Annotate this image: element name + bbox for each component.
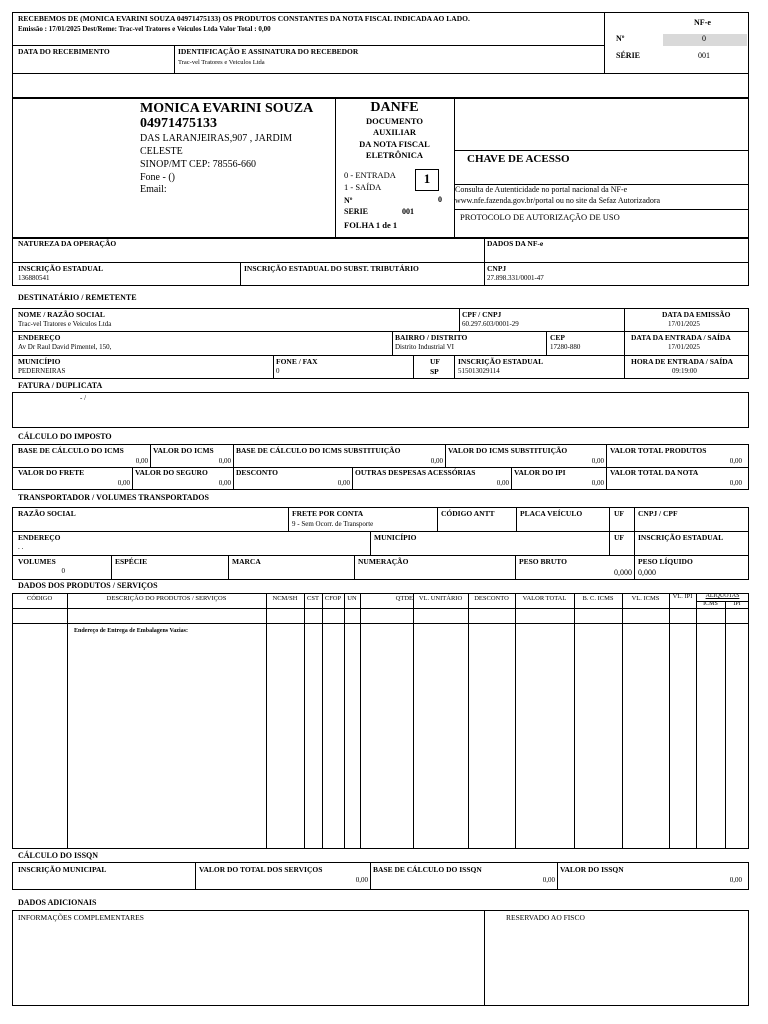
fatura-box <box>12 392 749 428</box>
dest-emissao-label: DATA DA EMISSÃO <box>662 310 731 319</box>
destinatario-box <box>12 308 749 379</box>
issqn-total-value: 0,00 <box>355 876 368 884</box>
transp-peso-bruto-label: PESO BRUTO <box>519 557 567 566</box>
dest-entrada-saida-value: 17/01/2025 <box>668 343 700 351</box>
dest-ie-label: INSCRIÇÃO ESTADUAL <box>458 357 544 366</box>
canhoto-emissao: Emissão : 17/01/2025 Dest/Reme: Trac-vel Tratores e Veiculos Ltda Valor Total : 0,00 <box>18 25 271 33</box>
transp-uf2-label: UF <box>614 533 624 542</box>
emitente-address1: DAS LARANJEIRAS,907 , JARDIM <box>140 133 292 144</box>
emitente-address2: CELESTE <box>140 146 183 157</box>
identificacao-label: IDENTIFICAÇÃO E ASSINATURA DO RECEBEDOR <box>178 47 359 56</box>
col-vl-ipi: VL. IPI <box>672 593 693 600</box>
transp-numeracao-label: NUMERAÇÃO <box>358 557 409 566</box>
dest-bairro-label: BAIRRO / DISTRITO <box>395 333 468 342</box>
dest-cep-label: CEP <box>550 333 565 342</box>
danfe-numero-label: Nº <box>344 196 353 205</box>
transp-peso-liquido-value: 0,000 <box>638 568 656 577</box>
identificacao-value: Trac-vel Tratores e Veiculos Ltda <box>178 59 265 66</box>
danfe-line3: DA NOTA FISCAL <box>359 139 430 149</box>
seguro-value: 0,00 <box>218 479 231 487</box>
issqn-bc-value: 0,00 <box>542 876 555 884</box>
danfe-line1: DOCUMENTO <box>366 116 423 126</box>
fatura-value: - / <box>80 394 87 402</box>
reservado-fisco-label: RESERVADO AO FISCO <box>506 913 585 922</box>
ie-label: INSCRIÇÃO ESTADUAL <box>18 264 104 273</box>
chave-label: CHAVE DE ACESSO <box>467 153 570 165</box>
separator-box <box>12 74 749 98</box>
col-cfop: CFOP <box>324 595 342 602</box>
dest-endereco-label: ENDEREÇO <box>18 333 61 342</box>
col-valor-total: VALOR TOTAL <box>522 595 567 602</box>
bc-icms-value: 0,00 <box>135 457 148 465</box>
produtos-section: DADOS DOS PRODUTOS / SERVIÇOS <box>18 581 158 590</box>
natureza-label: NATUREZA DA OPERAÇÃO <box>18 239 117 248</box>
col-bc-icms: B. C. ICMS <box>582 595 614 602</box>
dest-ie-value: 515013029114 <box>458 367 500 375</box>
seguro-label: VALOR DO SEGURO <box>135 468 208 477</box>
transp-marca-label: MARCA <box>232 557 261 566</box>
transp-endereco-label: ENDEREÇO <box>18 533 61 542</box>
info-complementares-label: INFORMAÇÕES COMPLEMENTARES <box>18 913 144 922</box>
total-produtos-value: 0,00 <box>729 457 742 465</box>
chave-consulta1: Consulta de Autenticidade no portal nacional da NF-e <box>455 185 628 194</box>
emitente-fone: Fone - () <box>140 172 175 183</box>
destinatario-section: DESTINATÁRIO / REMETENTE <box>18 293 137 302</box>
transp-peso-liquido-label: PESO LÍQUIDO <box>638 557 693 566</box>
dest-uf-value: SP <box>430 367 439 376</box>
transp-volumes-label: VOLUMES <box>18 557 56 566</box>
bc-icms-label: BASE DE CÁLCULO DO ICMS <box>18 446 124 455</box>
valor-icms-value: 0,00 <box>218 457 231 465</box>
dest-nome-label: NOME / RAZÃO SOCIAL <box>18 310 105 319</box>
transp-peso-bruto-value: 0,000 <box>614 568 632 577</box>
valor-st-value: 0,00 <box>591 457 604 465</box>
desconto-value: 0,00 <box>337 479 350 487</box>
dest-municipio-label: MUNICÍPIO <box>18 357 61 366</box>
canhoto-recebemos: RECEBEMOS DE (MONICA EVARINI SOUZA 04971475133) OS PRODUTOS CONSTANTES DA NOTA FISCAL INDICADA AO LADO. <box>18 14 470 23</box>
frete-label: VALOR DO FRETE <box>18 468 85 477</box>
desconto-label: DESCONTO <box>236 468 278 477</box>
transp-especie-label: ESPÉCIE <box>115 557 148 566</box>
dest-entrada-saida-label: DATA DA ENTRADA / SAÍDA <box>631 333 731 342</box>
transp-endereco-value: . . <box>18 543 24 551</box>
col-aliq-ipi: IPI <box>733 601 741 607</box>
emitente-name: MONICA EVARINI SOUZA <box>140 101 314 116</box>
issqn-inscricao-label: INSCRIÇÃO MUNICIPAL <box>18 865 107 874</box>
transp-frete-label: FRETE POR CONTA <box>292 509 364 518</box>
dados-nfe-label: DADOS DA NF-e <box>487 239 544 248</box>
ie-value: 136880541 <box>18 274 50 282</box>
outras-value: 0,00 <box>496 479 509 487</box>
dest-fone-value: 0 <box>276 367 280 375</box>
col-aliq-icms: ICMS <box>703 601 718 607</box>
danfe-numero-value: 0 <box>438 195 442 204</box>
canhoto-numero-label: Nº <box>616 34 625 43</box>
dest-nome-value: Trac-vel Tratores e Veiculos Ltda <box>18 320 112 328</box>
dest-uf-label: UF <box>430 357 440 366</box>
canhoto-numero-value: 0 <box>702 34 706 43</box>
col-codigo: CÓDIGO <box>26 595 53 602</box>
bc-st-value: 0,00 <box>430 457 443 465</box>
cnpj-value: 27.898.331/0001-47 <box>487 274 544 282</box>
cnpj-label: CNPJ <box>487 264 507 273</box>
emitente-city: SINOP/MT CEP: 78556-660 <box>140 159 256 170</box>
col-ncm: NCM/SH <box>272 595 298 602</box>
col-desconto: DESCONTO <box>474 595 509 602</box>
transp-cnpj-label: CNPJ / CPF <box>638 509 678 518</box>
transp-volumes-value: 0 <box>61 567 65 575</box>
dest-hora-value: 09:19:00 <box>672 367 697 375</box>
ie-st-label: INSCRIÇÃO ESTADUAL DO SUBST. TRIBUTÁRIO <box>244 264 419 273</box>
danfe-serie-value: 001 <box>402 207 414 216</box>
imposto-section: CÁLCULO DO IMPOSTO <box>18 432 112 441</box>
dest-cpf-label: CPF / CNPJ <box>462 310 502 319</box>
emitente-doc: 04971475133 <box>140 116 217 131</box>
total-nota-label: VALOR TOTAL DA NOTA <box>610 468 699 477</box>
total-produtos-label: VALOR TOTAL PRODUTOS <box>610 446 707 455</box>
canhoto-serie-label: SÉRIE <box>616 51 641 60</box>
danfe-line2: AUXILIAR <box>373 127 416 137</box>
transporte-section: TRANSPORTADOR / VOLUMES TRANSPORTADOS <box>18 493 209 502</box>
bc-st-label: BASE DE CÁLCULO DO ICMS SUBSTITUIÇÃO <box>236 446 401 455</box>
dest-bairro-value: Distrito Industrial VI <box>395 343 454 351</box>
transp-razao-label: RAZÃO SOCIAL <box>18 509 76 518</box>
dest-endereco-value: Av Dr Raul David Pimentel, 150, <box>18 343 112 351</box>
emitente-email: Email: <box>140 184 167 195</box>
col-aliquotas: ALIQUOTAS <box>705 593 740 599</box>
issqn-valor-label: VALOR DO ISSQN <box>560 865 624 874</box>
danfe-tipo: 1 <box>423 171 431 186</box>
col-vl-icms: VL. ICMS <box>631 595 660 602</box>
issqn-bc-label: BASE DE CÁLCULO DO ISSQN <box>373 865 482 874</box>
valor-st-label: VALOR DO ICMS SUBSTITUIÇÃO <box>448 446 568 455</box>
protocolo-label: PROTOCOLO DE AUTORIZAÇÃO DE USO <box>460 212 620 222</box>
dest-hora-label: HORA DE ENTRADA / SAÍDA <box>631 357 734 366</box>
data-recebimento-label: DATA DO RECEBIMENTO <box>18 47 110 56</box>
danfe-folha: FOLHA 1 de 1 <box>344 220 398 230</box>
col-cst: CST <box>307 595 319 602</box>
danfe-serie-label: SERIE <box>344 207 369 216</box>
adicionais-section: DADOS ADICIONAIS <box>18 898 97 907</box>
entrega-text: Endereço de Entrega de Embalagens Vazias: <box>74 628 188 634</box>
transp-uf-label: UF <box>614 509 624 518</box>
danfe-saida: 1 - SAÍDA <box>344 182 382 192</box>
valor-icms-label: VALOR DO ICMS <box>153 446 214 455</box>
canhoto-serie-value: 001 <box>698 51 710 60</box>
issqn-valor-value: 0,00 <box>729 876 742 884</box>
dest-cpf-value: 60.297.603/0001-29 <box>462 320 519 328</box>
transp-frete-value: 9 - Sem Ocorr. de Transporte <box>292 520 374 528</box>
transp-ie-label: INSCRIÇÃO ESTADUAL <box>638 533 724 542</box>
transp-municipio-label: MUNICÍPIO <box>374 533 417 542</box>
col-vl-unitario: VL. UNITÁRIO <box>418 595 463 602</box>
col-descricao: DESCRIÇÃO DO PRODUTOS / SERVIÇOS <box>106 595 227 602</box>
total-nota-value: 0,00 <box>729 479 742 487</box>
frete-value: 0,00 <box>117 479 130 487</box>
col-qtde: QTDE <box>395 595 413 602</box>
danfe-title: DANFE <box>370 100 419 115</box>
dest-emissao-value: 17/01/2025 <box>668 320 700 328</box>
fatura-section: FATURA / DUPLICATA <box>18 381 103 390</box>
transp-antt-label: CÓDIGO ANTT <box>441 509 495 518</box>
danfe-line4: ELETRÔNICA <box>365 150 424 160</box>
chave-consulta2: www.nfe.fazenda.gov.br/portal ou no site da Sefaz Autorizadora <box>455 196 661 205</box>
dest-fone-label: FONE / FAX <box>276 357 318 366</box>
outras-label: OUTRAS DESPESAS ACESSÓRIAS <box>355 468 476 477</box>
ipi-value: 0,00 <box>591 479 604 487</box>
ipi-label: VALOR DO IPI <box>514 468 566 477</box>
nfe-label: NF-e <box>694 18 711 27</box>
danfe-entrada: 0 - ENTRADA <box>344 170 396 180</box>
col-un: UN <box>347 595 357 602</box>
dest-municipio-value: PEDERNEIRAS <box>18 367 66 375</box>
issqn-section: CÁLCULO DO ISSQN <box>18 851 99 860</box>
adicionais-box <box>12 910 749 1006</box>
issqn-total-label: VALOR DO TOTAL DOS SERVIÇOS <box>199 865 323 874</box>
transp-placa-label: PLACA VEÍCULO <box>520 509 583 518</box>
dest-cep-value: 17280-880 <box>550 343 581 351</box>
